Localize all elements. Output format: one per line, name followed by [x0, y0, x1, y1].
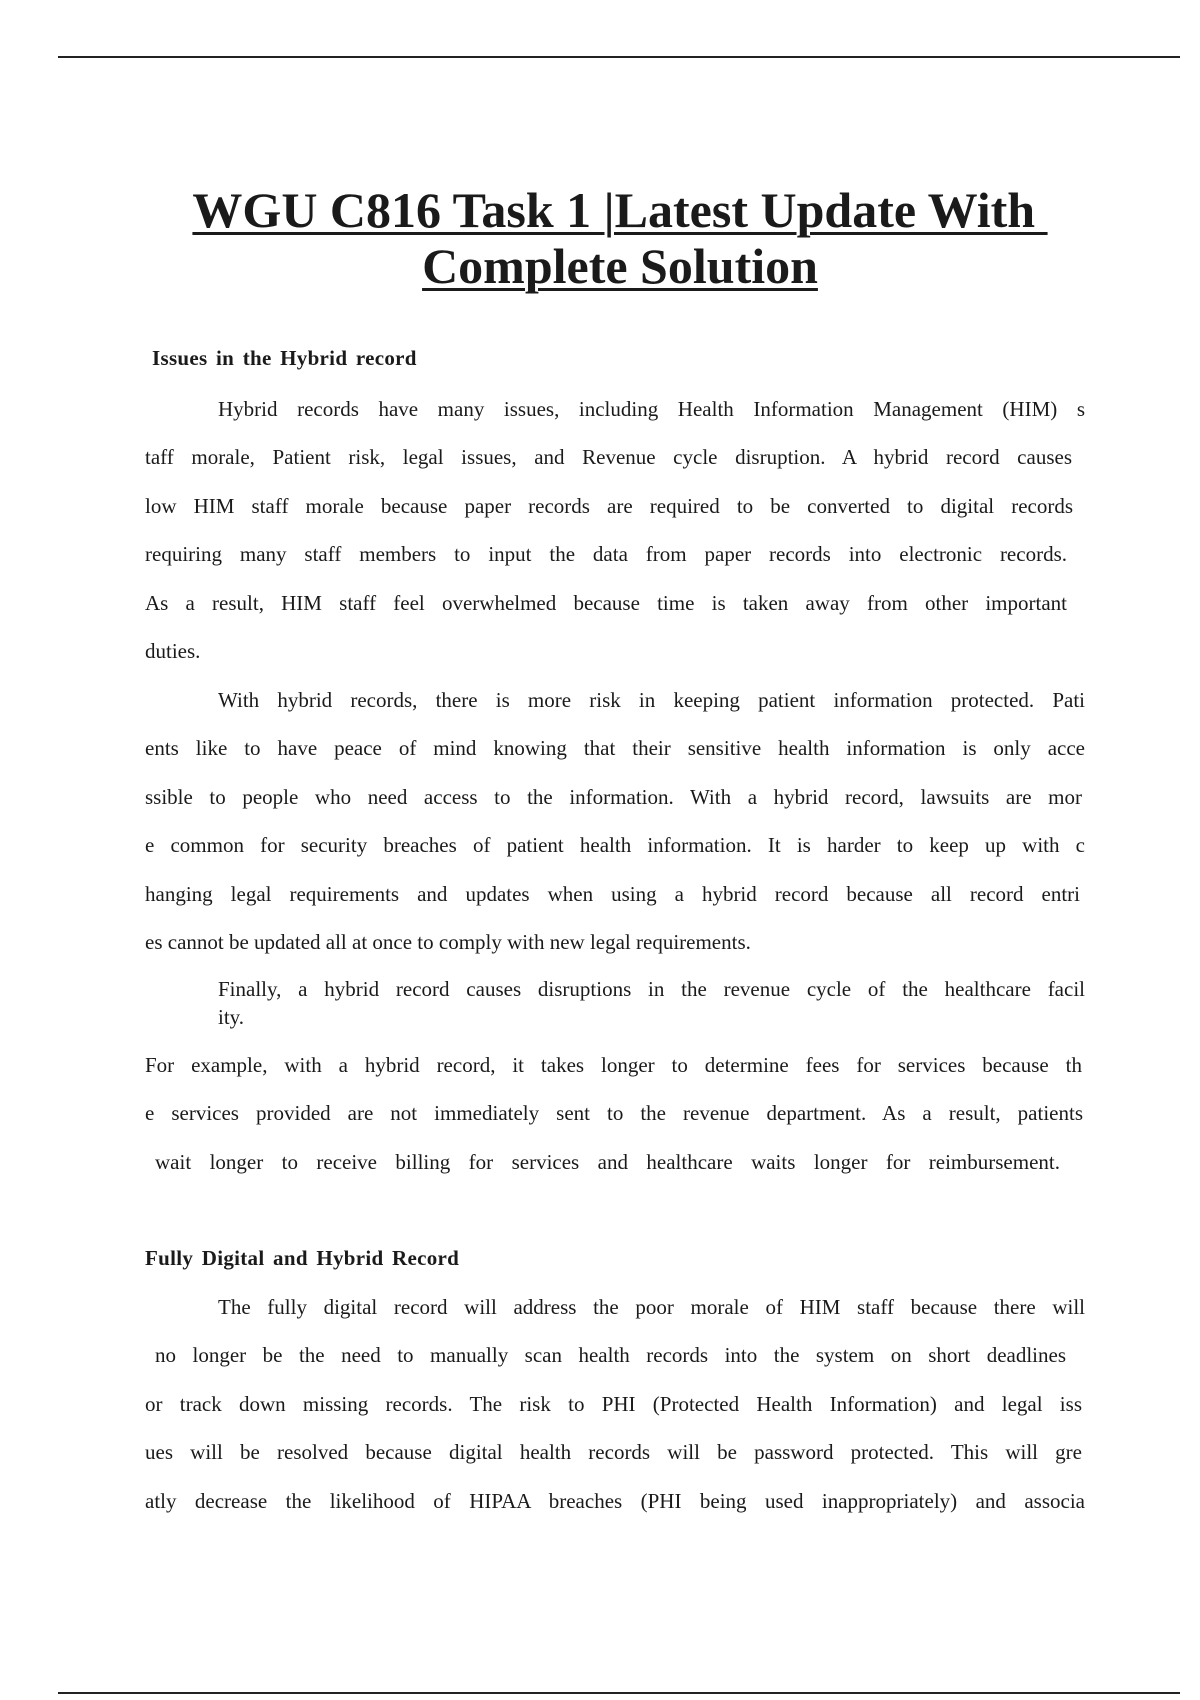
paragraph-line: requiring many staff members to input the data from paper records into electronic records.	[145, 542, 1067, 566]
paragraph-line: e services provided are not immediately sent to the revenue department. As a result, patients	[145, 1101, 1083, 1125]
section-heading-issues: Issues in the Hybrid record	[152, 346, 417, 370]
paragraph-line: For example, with a hybrid record, it takes longer to determine fees for services because th	[145, 1053, 1082, 1077]
top-rule	[58, 56, 1180, 58]
paragraph-line: ity.	[218, 1005, 245, 1029]
paragraph-line: hanging legal requirements and updates when using a hybrid record because all record entri	[145, 882, 1080, 906]
paragraph-line: ents like to have peace of mind knowing that their sensitive health information is only acce	[145, 736, 1085, 760]
paragraph-line: Finally, a hybrid record causes disruptions in the revenue cycle of the healthcare facil	[218, 977, 1085, 1001]
paragraph-line: ues will be resolved because digital health records will be password protected. This will gre	[145, 1440, 1082, 1464]
paragraph-line: wait longer to receive billing for services and healthcare waits longer for reimbursement.	[155, 1150, 1060, 1174]
paragraph-line: ssible to people who need access to the information. With a hybrid record, lawsuits are mor	[145, 785, 1082, 809]
document-title	[0, 182, 1200, 294]
paragraph-line: With hybrid records, there is more risk in keeping patient information protected. Pati	[218, 688, 1085, 712]
paragraph-line: e common for security breaches of patient health information. It is harder to keep up with c	[145, 833, 1085, 857]
bottom-rule	[58, 1692, 1180, 1694]
paragraph-line: or track down missing records. The risk to PHI (Protected Health Information) and legal iss	[145, 1392, 1082, 1416]
paragraph-line: Hybrid records have many issues, including Health Information Management (HIM) s	[218, 397, 1085, 421]
paragraph-line: The fully digital record will address the poor morale of HIM staff because there will	[218, 1295, 1085, 1319]
title-line-2: Complete Solution	[422, 238, 818, 294]
section-heading-fully-digital: Fully Digital and Hybrid Record	[145, 1246, 460, 1270]
paragraph-line: duties.	[145, 639, 201, 663]
paragraph-line: no longer be the need to manually scan health records into the system on short deadlines	[155, 1343, 1066, 1367]
title-line-1: WGU C816 Task 1 |Latest Update With	[192, 182, 1048, 238]
paragraph-line: es cannot be updated all at once to comply with new legal requirements.	[145, 930, 751, 954]
paragraph-line: As a result, HIM staff feel overwhelmed because time is taken away from other important	[145, 591, 1067, 615]
paragraph-line: taff morale, Patient risk, legal issues, and Revenue cycle disruption. A hybrid record causes	[145, 445, 1072, 469]
paragraph-line: low HIM staff morale because paper records are required to be converted to digital records	[145, 494, 1073, 518]
paragraph-line: atly decrease the likelihood of HIPAA breaches (PHI being used inappropriately) and associa	[145, 1489, 1085, 1513]
